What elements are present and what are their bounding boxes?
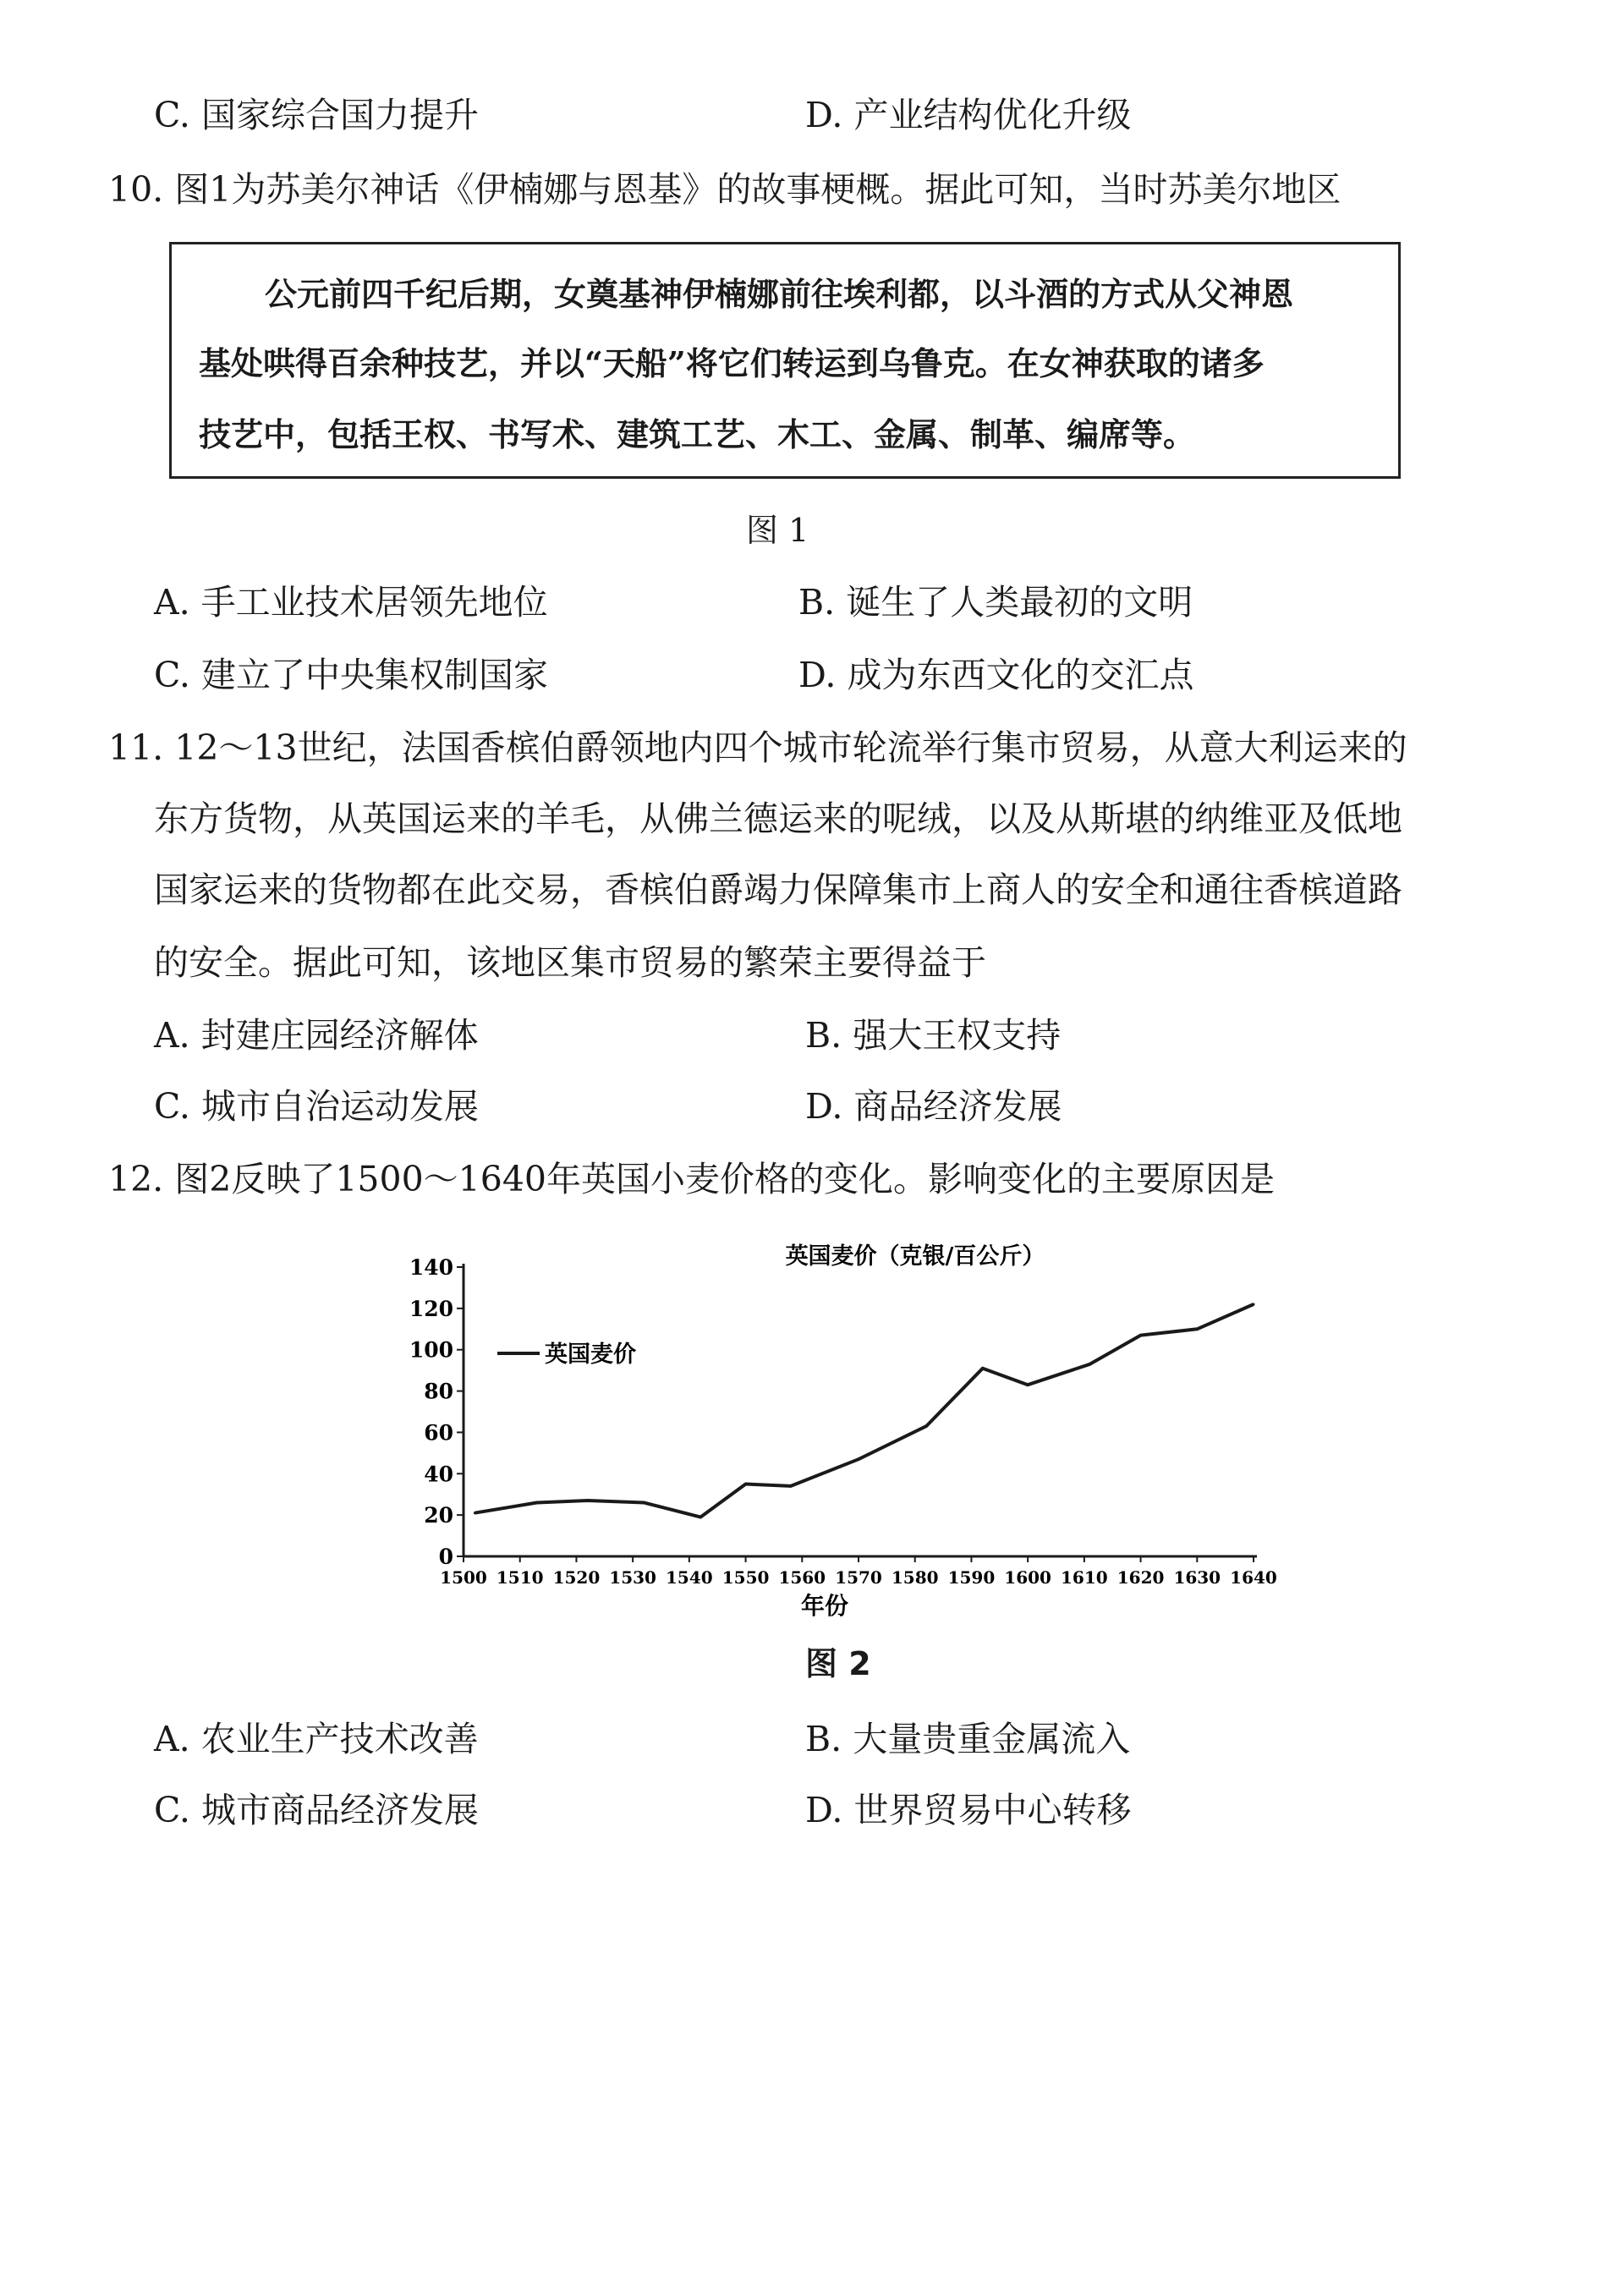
- legend-label: 英国麦价: [545, 1342, 636, 1368]
- data-point: [474, 1512, 476, 1514]
- q12-option-d: D. 世界贸易中心转移: [805, 1790, 1132, 1830]
- y-axis-ticks: [409, 1255, 464, 1569]
- x-tick-label: 1580: [891, 1567, 939, 1588]
- q10-box-line-3: 技艺中，包括王权、书写术、建筑工艺、木工、金属、制革、编席等。: [199, 415, 1196, 453]
- series-line-wheat-price: [475, 1304, 1254, 1517]
- data-point: [981, 1367, 984, 1369]
- q11-stem-line-3: 国家运来的货物都在此交易，香槟伯爵竭力保障集市上商人的安全和通往香槟道路: [154, 870, 1402, 910]
- x-tick-label: 1630: [1173, 1567, 1221, 1588]
- x-tick-label: 1640: [1230, 1567, 1277, 1588]
- wheat-price-line-chart: [398, 1233, 1277, 1622]
- q11-option-b: B. 强大王权支持: [805, 1015, 1062, 1056]
- data-point: [744, 1483, 747, 1485]
- q10-story-box: [169, 242, 1401, 479]
- q11-stem-line-2: 东方货物，从英国运来的羊毛，从佛兰德运来的呢绒，以及从斯堪的纳维亚及低地: [154, 798, 1402, 839]
- chart-title: 英国麦价（克银/百公斤）: [785, 1243, 1045, 1270]
- x-tick-label: 1500: [440, 1567, 487, 1588]
- q12-option-a: A. 农业生产技术改善: [154, 1719, 479, 1759]
- x-tick-label: 1520: [552, 1567, 601, 1588]
- data-point: [789, 1484, 792, 1487]
- figure-1-caption: 图 1: [746, 512, 809, 549]
- q12-stem: 12. 图2反映了1500～1640年英国小麦价格的变化。影响变化的主要原因是: [108, 1159, 1276, 1199]
- figure-2-caption: 图 2: [805, 1645, 871, 1682]
- data-point: [586, 1500, 589, 1502]
- x-tick-label: 1570: [835, 1567, 882, 1588]
- data-point: [643, 1501, 645, 1504]
- q9-option-d: D. 产业结构优化升级: [805, 95, 1132, 135]
- x-tick-label: 1550: [721, 1567, 770, 1588]
- y-tick-label: 140: [409, 1255, 453, 1280]
- data-point: [858, 1458, 860, 1461]
- data-point: [1196, 1328, 1199, 1331]
- q12-option-c: C. 城市商品经济发展: [154, 1790, 479, 1830]
- x-tick-label: 1620: [1116, 1567, 1165, 1588]
- data-point: [700, 1516, 702, 1518]
- q12-option-b: B. 大量贵重金属流入: [805, 1719, 1131, 1759]
- data-point: [535, 1501, 538, 1504]
- q10-option-c: C. 建立了中央集权制国家: [154, 655, 548, 695]
- y-tick-label: 0: [438, 1545, 453, 1569]
- y-tick-label: 20: [424, 1503, 453, 1528]
- x-tick-label: 1530: [609, 1567, 656, 1588]
- q10-option-a: A. 手工业技术居领先地位: [154, 582, 548, 623]
- q10-option-b: B. 诞生了人类最初的文明: [798, 582, 1193, 623]
- y-tick-label: 80: [424, 1379, 453, 1404]
- q10-box-line-1: 公元前四千纪后期，女奠基神伊楠娜前往埃利都，以斗酒的方式从父神恩: [265, 275, 1294, 313]
- x-axis-ticks: [440, 1556, 1277, 1588]
- q11-option-d: D. 商品经济发展: [805, 1086, 1062, 1127]
- x-tick-label: 1590: [947, 1567, 996, 1588]
- data-point: [1089, 1363, 1091, 1365]
- q10-box-line-2: 基处哄得百余种技艺，并以“天船”将它们转运到乌鲁克。在女神获取的诸多: [199, 344, 1265, 382]
- y-tick-label: 100: [409, 1337, 453, 1363]
- data-point: [925, 1425, 928, 1428]
- q11-stem-line-4: 的安全。据此可知，该地区集市贸易的繁荣主要得益于: [154, 942, 986, 983]
- x-tick-label: 1610: [1061, 1567, 1108, 1588]
- y-tick-label: 120: [409, 1296, 453, 1321]
- q11-stem-line-1: 11. 12～13世纪，法国香槟伯爵领地内四个城市轮流举行集市贸易，从意大利运来的: [108, 727, 1407, 768]
- x-tick-label: 1560: [778, 1567, 826, 1588]
- q11-option-a: A. 封建庄园经济解体: [154, 1015, 479, 1056]
- x-tick-label: 1600: [1004, 1567, 1051, 1588]
- q10-option-d: D. 成为东西文化的交汇点: [798, 655, 1194, 695]
- data-point: [1253, 1303, 1255, 1305]
- y-tick-label: 60: [424, 1420, 453, 1446]
- q9-option-c: C. 国家综合国力提升: [154, 95, 479, 135]
- data-point: [1027, 1384, 1029, 1386]
- y-tick-label: 40: [424, 1462, 453, 1487]
- x-tick-label: 1540: [666, 1567, 713, 1588]
- q11-option-c: C. 城市自治运动发展: [154, 1086, 479, 1127]
- chart-legend: [497, 1342, 636, 1368]
- data-point: [1139, 1334, 1142, 1336]
- q10-stem: 10. 图1为苏美尔神话《伊楠娜与恩基》的故事梗概。据此可知，当时苏美尔地区: [108, 169, 1341, 210]
- x-tick-label: 1510: [496, 1567, 544, 1588]
- x-axis-label: 年份: [800, 1592, 849, 1620]
